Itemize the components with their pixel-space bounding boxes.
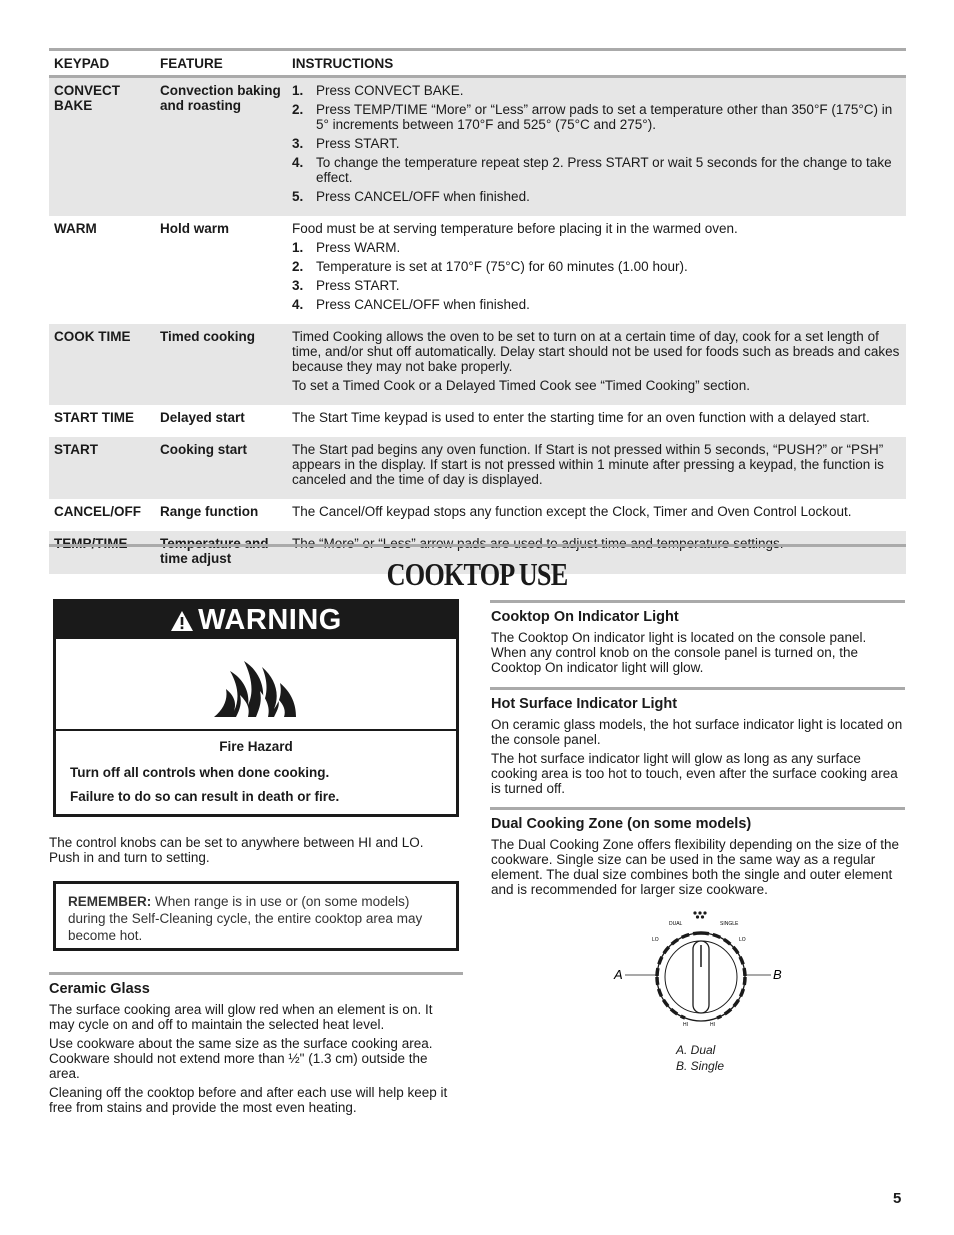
warning-hazard: Fire Hazard	[219, 739, 293, 754]
dual-zone-rule	[490, 807, 905, 810]
knobs-text: The control knobs can be set to anywhere between HI and LO. Push in and turn to setting.	[49, 835, 424, 865]
instruction-paragraph: To set a Timed Cook or a Delayed Timed Cook see “Timed Cooking” section.	[292, 378, 750, 393]
ceramic-p1: The surface cooking area will glow red when an element is on. It may cycle on and off to maintain the selected heat level.	[49, 1002, 433, 1032]
cell-feature: Timed cooking	[160, 329, 256, 344]
remember-text: When range is in use or (on some models) during the Self-Cleaning cycle, the entire cooktop area may become hot.	[68, 894, 423, 943]
table-bottom-rule	[49, 544, 906, 547]
instruction-step	[292, 136, 900, 151]
table-row	[49, 499, 906, 531]
instruction-step	[292, 102, 900, 132]
warning-triangle-icon	[170, 610, 194, 632]
step-number: 2.	[292, 259, 304, 274]
cell-feature: Convection baking and roasting	[160, 83, 281, 113]
step-number: 5.	[292, 189, 304, 204]
ceramic-p2: Use cookware about the same size as the surface cooking area. Cookware should not extend more than ½" (1.3 cm) outside the area.	[49, 1036, 433, 1081]
ceramic-rule	[49, 972, 463, 975]
warning-header	[56, 602, 456, 639]
hot-surface-rule	[490, 687, 905, 690]
cell-keypad: WARM	[54, 221, 97, 236]
header-instructions: INSTRUCTIONS	[292, 55, 394, 71]
cell-feature: Delayed start	[160, 410, 245, 425]
cell-instructions	[287, 329, 906, 397]
step-number: 3.	[292, 278, 304, 293]
cell-feature: Range function	[160, 504, 259, 519]
step-text: Temperature is set at 170°F (75°C) for 60 minutes (1.00 hour).	[316, 259, 688, 274]
step-number: 1.	[292, 83, 304, 98]
table-row	[49, 437, 906, 499]
knob-hi-right-label: HI	[710, 1022, 715, 1028]
instruction-paragraph: The Start Time keypad is used to enter the starting time for an oven function with a delayed start.	[292, 410, 870, 425]
step-number: 3.	[292, 136, 304, 151]
page-number: 5	[893, 1190, 902, 1207]
table-header	[49, 51, 906, 78]
knob-dual-label: DUAL	[669, 921, 683, 927]
cell-feature: Cooking start	[160, 442, 248, 457]
remember-box	[53, 881, 459, 951]
instruction-paragraph: The “More” or “Less” arrow pads are used to adjust time and temperature settings.	[292, 536, 784, 551]
hot-surface-heading: Hot Surface Indicator Light	[491, 696, 678, 712]
step-text: Press CANCEL/OFF when finished.	[316, 189, 530, 204]
ceramic-p3: Cleaning off the cooktop before and after each use will help keep it free from stains and provide the most even heating.	[49, 1085, 448, 1115]
instruction-step	[292, 189, 900, 204]
warning-line-2: Failure to do so can result in death or fire.	[70, 789, 340, 804]
cell-keypad: CONVECT BAKE	[54, 83, 121, 113]
remember-label: REMEMBER:	[68, 894, 152, 909]
cell-instructions	[287, 410, 906, 429]
instruction-step	[292, 155, 900, 185]
instruction-paragraph: The Cancel/Off keypad stops any function except the Clock, Timer and Oven Control Lockout.	[292, 504, 852, 519]
warning-line-1: Turn off all controls when done cooking.	[70, 765, 330, 780]
table-body	[49, 78, 906, 574]
cell-feature: Hold warm	[160, 221, 230, 236]
cell-instructions	[287, 221, 906, 316]
table-row	[49, 405, 906, 437]
dual-zone-p1: The Dual Cooking Zone offers flexibility depending on the size of the cookware. Single size can be used in the same way as a regular element. The dual size combines both the single and outer element and is recommended for larger size cookware.	[491, 837, 899, 897]
dual-zone-knob-figure	[605, 905, 795, 1035]
step-text: Press CONVECT BAKE.	[316, 83, 464, 98]
hot-surface-p2: The hot surface indicator light will glow as long as any surface cooking area is too hot to touch, even after the surface cooking area is turned off.	[491, 751, 898, 796]
cooktop-on-rule	[490, 600, 905, 603]
instruction-intro: Food must be at serving temperature before placing it in the warmed oven.	[292, 221, 738, 236]
dual-zone-heading: Dual Cooking Zone (on some models)	[491, 816, 752, 832]
step-text: To change the temperature repeat step 2. Press START or wait 5 seconds for the change to take effect.	[316, 155, 892, 185]
knob-single-label: SINGLE	[720, 921, 739, 927]
table-row	[49, 78, 906, 216]
instruction-paragraph: The Start pad begins any oven function. If Start is not pressed within 5 seconds, “PUSH?” or “PSH” appears in the display. If start is not pressed within 1 minute after pressing a keypad, the function is canceled and the time of day is displayed.	[292, 442, 884, 487]
cell-instructions	[287, 83, 906, 208]
knob-lo-left-label: LO	[652, 937, 659, 943]
cooktop-on-section	[491, 610, 905, 679]
figure-label-a: A	[614, 967, 623, 982]
step-text: Press WARM.	[316, 240, 401, 255]
cell-instructions	[287, 442, 906, 491]
header-keypad: KEYPAD	[54, 55, 110, 71]
caption-a: A. Dual	[676, 1043, 716, 1057]
figure-label-b: B	[773, 967, 782, 982]
cell-keypad: COOK TIME	[54, 329, 131, 344]
fire-pictogram	[56, 639, 456, 731]
instruction-paragraph: Timed Cooking allows the oven to be set to turn on at a certain time of day, cook for a set length of time, and/or shut off automatically. Delay start should not be used for foods such as breads and cakes because they may not bake properly.	[292, 329, 900, 374]
knob-top-dots-icon	[693, 911, 706, 918]
instruction-step	[292, 278, 900, 293]
cooktop-on-p1: The Cooktop On indicator light is located on the console panel. When any control knob on the console panel is turned on, the Cooktop On indicator light will glow.	[491, 630, 867, 675]
cell-keypad: TEMP/TIME	[54, 536, 128, 551]
section-title: COOKTOP USE	[386, 556, 568, 592]
ceramic-section	[49, 982, 461, 1119]
figure-caption	[676, 1042, 724, 1074]
header-feature: FEATURE	[160, 55, 223, 71]
warning-heading: WARNING	[198, 604, 342, 636]
instruction-step	[292, 83, 900, 98]
fire-hazard-icon	[210, 649, 302, 719]
table-row	[49, 216, 906, 324]
knob-dial	[657, 933, 745, 1021]
hot-surface-p1: On ceramic glass models, the hot surface indicator light is located on the console panel.	[491, 717, 903, 747]
step-text: Press CANCEL/OFF when finished.	[316, 297, 530, 312]
cell-keypad: START TIME	[54, 410, 134, 425]
step-number: 2.	[292, 102, 304, 117]
instruction-step	[292, 259, 900, 274]
cell-keypad: START	[54, 442, 98, 457]
step-text: Press TEMP/TIME “More” or “Less” arrow pads to set a temperature other than 350°F (175°C) in 5° increments between 170°F and 525° (75°C and 275°).	[316, 102, 893, 132]
warning-text	[56, 731, 456, 804]
knob-hi-left-label: HI	[683, 1022, 688, 1028]
instruction-step	[292, 297, 900, 312]
cooktop-on-heading: Cooktop On Indicator Light	[491, 609, 679, 625]
caption-b: B. Single	[676, 1059, 725, 1073]
step-number: 4.	[292, 155, 304, 170]
knob-lo-right-label: LO	[739, 937, 746, 943]
dual-zone-section	[491, 817, 905, 901]
ceramic-heading: Ceramic Glass	[49, 981, 150, 997]
step-number: 4.	[292, 297, 304, 312]
cell-instructions	[287, 504, 906, 523]
keypad-table	[49, 48, 906, 574]
step-number: 1.	[292, 240, 304, 255]
cell-feature: Temperature and time adjust	[160, 536, 269, 566]
hot-surface-section	[491, 697, 905, 800]
step-text: Press START.	[316, 278, 400, 293]
cell-keypad: CANCEL/OFF	[54, 504, 141, 519]
instruction-step	[292, 240, 900, 255]
step-text: Press START.	[316, 136, 400, 151]
table-row	[49, 324, 906, 405]
warning-box	[53, 599, 459, 817]
